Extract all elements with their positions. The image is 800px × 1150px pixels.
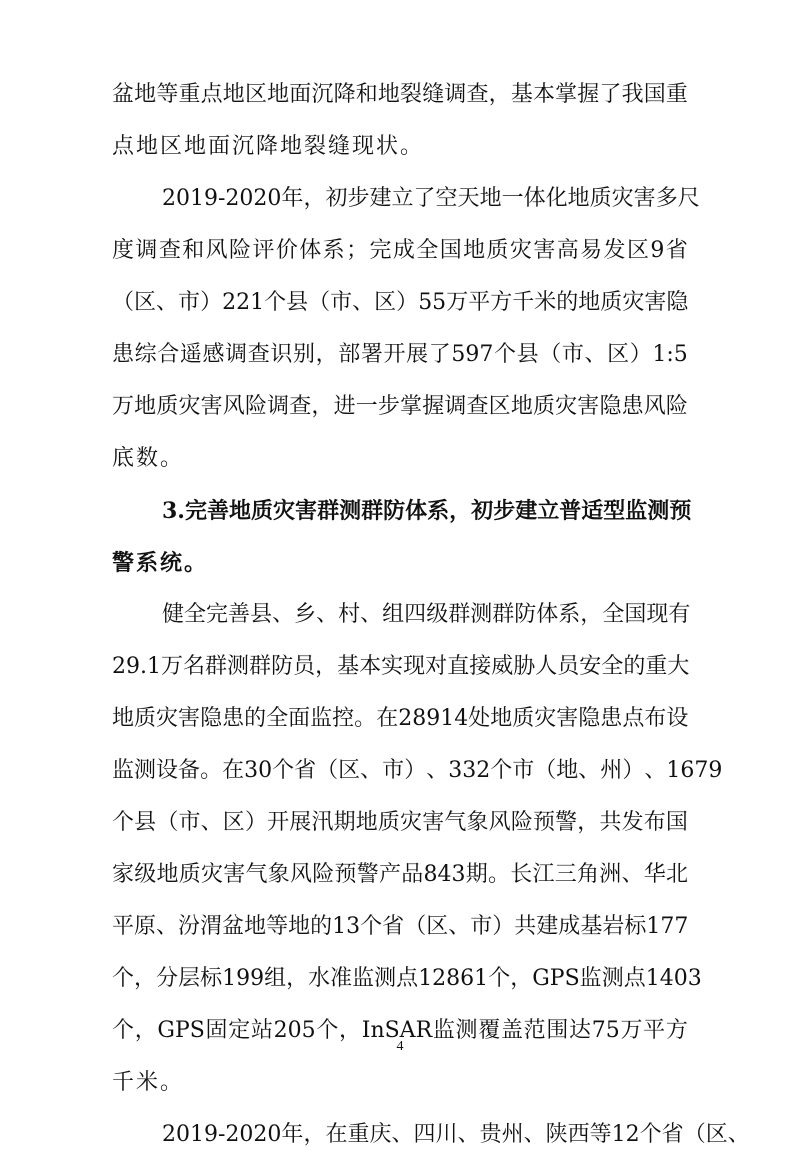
- text-line: 地 质 灾 害 隐 患 的 全 面 监 控 。 在 28914 处 地 质 灾 害 隐 患 点 布 设: [112, 706, 689, 731]
- text-line: 个 ， GPS 固 定 站 205 个 ， InSAR 监 测 覆 盖 范 围 达 75 万 平 方: [112, 1018, 688, 1043]
- text-line: 千米。: [112, 1070, 185, 1095]
- text-line: 底数。: [112, 446, 185, 471]
- page-number: 4: [396, 1039, 404, 1054]
- text-line: 监 测 设 备 。 在 30 个 省 （ 区 、 市 ） 、 332 个 市 （ 地 、 州 ） 、 1679: [112, 758, 723, 783]
- text-line: （ 区 、 市 ） 221 个 县 （ 市 、 区 ） 55 万 平 方 千 米 的 地 质 灾 害 隐: [112, 290, 689, 315]
- text-line: 点地区地面沉降地裂缝现状。: [112, 134, 425, 159]
- text-line: 万 地 质 灾 害 风 险 调 查 ， 进 一 步 掌 握 调 查 区 地 质 灾 害 隐 患 风 险: [112, 394, 688, 419]
- text-line: 2019-2020 年 ， 在 重 庆 、 四 川 、 贵 州 、 陕 西 等 12 个 省 （ 区 、: [162, 1122, 750, 1147]
- text-line: 健 全 完 善 县 、 乡 、 村 、 组 四 级 群 测 群 防 体 系 ， 全 国 现 有: [162, 602, 691, 627]
- text-line: 患 综 合 遥 感 调 查 识 别 ， 部 署 开 展 了 597 个 县 （ 市 、 区 ） 1:5: [112, 342, 688, 367]
- text-line: 盆 地 等 重 点 地 区 地 面 沉 降 和 地 裂 缝 调 查 ， 基 本 掌 握 了 我 国 重: [112, 82, 688, 107]
- text-line: 家 级 地 质 灾 害 气 象 风 险 预 警 产 品 843 期 。 长 江 三 角 洲 、 华 北: [112, 862, 688, 887]
- text-line: 29.1 万 名 群 测 群 防 员 ， 基 本 实 现 对 直 接 威 胁 人 员 安 全 的 重 大: [112, 654, 690, 679]
- text-line: 平 原 、 汾 渭 盆 地 等 地 的 13 个 省 （ 区 、 市 ） 共 建 成 基 岩 标 177: [112, 914, 689, 939]
- text-line: 2019-2020 年 ， 初 步 建 立 了 空 天 地 一 体 化 地 质 灾 害 多 尺: [162, 186, 700, 211]
- text-line: 个 ， 分 层 标 199 组 ， 水 准 监 测 点 12861 个 ， GPS 监 测 点 1403: [112, 966, 702, 991]
- text-line: 个 县 （ 市 、 区 ） 开 展 汛 期 地 质 灾 害 气 象 风 险 预 警 ， 共 发 布 国: [112, 810, 688, 835]
- text-line: 度 调 查 和 风 险 评 价 体 系 ； 完 成 全 国 地 质 灾 害 高 易 发 区 9 省: [112, 238, 688, 263]
- text-line: 3. 完 善 地 质 灾 害 群 测 群 防 体 系 ， 初 步 建 立 普 适 型 监 测 预: [162, 498, 692, 524]
- text-line: 警系统。: [112, 550, 209, 576]
